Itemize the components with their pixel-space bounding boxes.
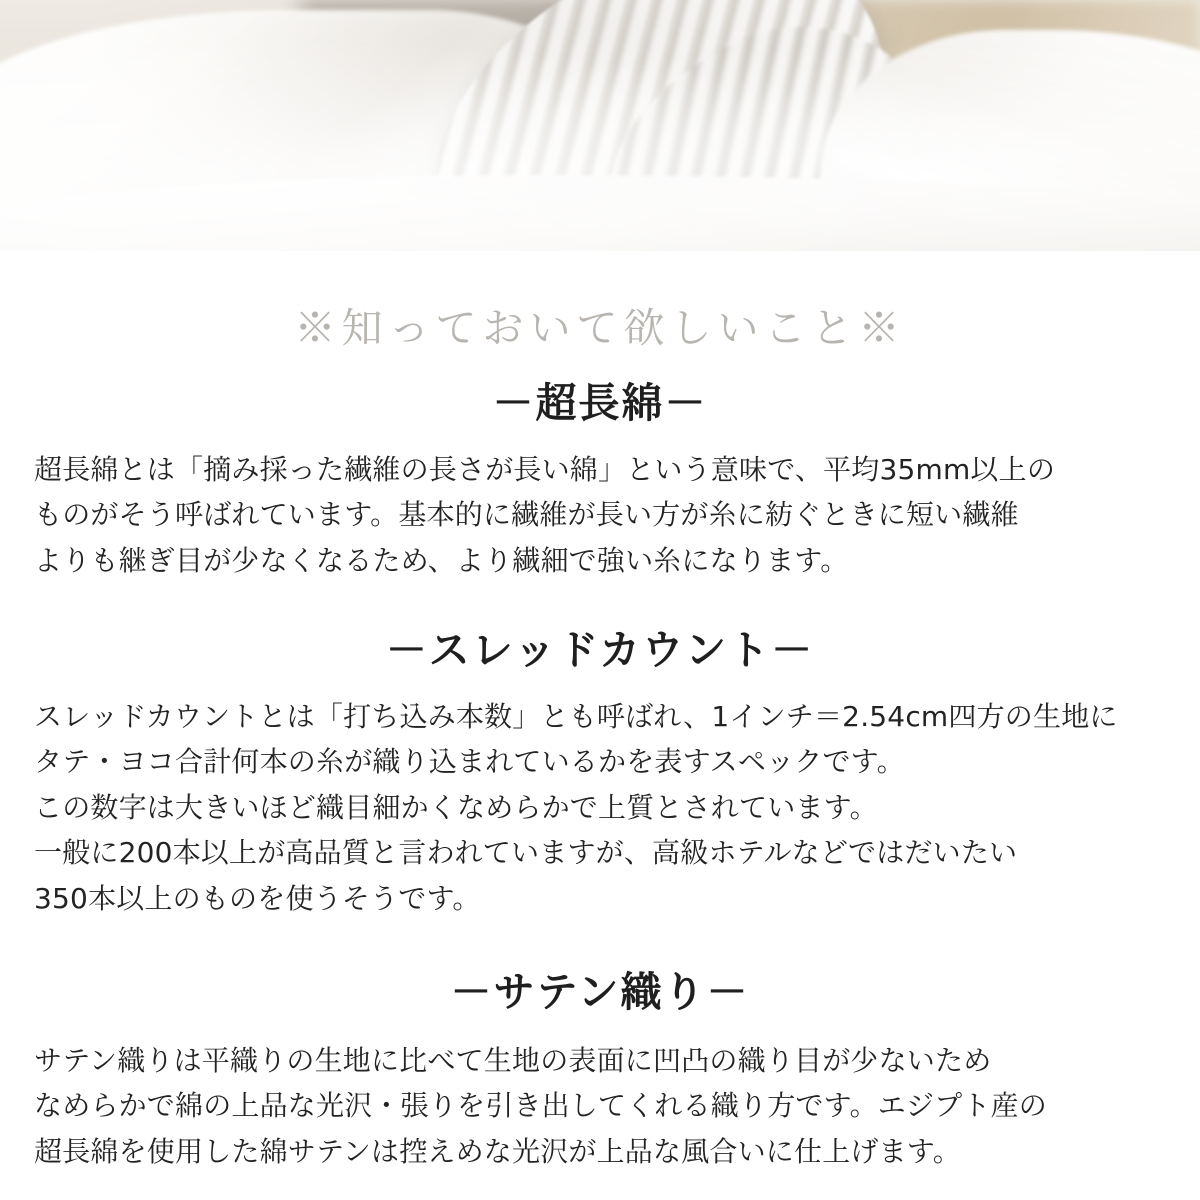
- body-line: この数字は大きいほど織目細かくなめらかで上質とされています。: [34, 790, 878, 824]
- body-line: タテ・ヨコ合計何本の糸が織り込まれているかを表すスペックです。: [34, 745, 905, 779]
- body-line: 超長綿を使用した綿サテンは控えめな光沢が上品な風合いに仕上げます。: [34, 1134, 961, 1168]
- section-heading-satin-weave: －サテン織り－: [450, 967, 750, 1016]
- body-line: ものがそう呼ばれています。基本的に繊維が長い方が糸に紡ぐときに短い繊維: [34, 498, 1019, 532]
- body-line: 350本以上のものを使うそうです。: [34, 881, 481, 915]
- body-line: よりも継ぎ目が少なくなるため、より繊細で強い糸になります。: [34, 543, 849, 577]
- section-heading-chouchoumen: －超長綿－: [492, 379, 708, 428]
- body-line: サテン織りは平織りの生地に比べて生地の表面に凹凸の織り目が少ないため: [34, 1043, 992, 1077]
- section-chouchoumen: [34, 370, 1166, 583]
- section-thread-count: [34, 617, 1166, 921]
- body-line: なめらかで綿の上品な光沢・張りを引き出してくれる織り方です。エジプト産の: [34, 1089, 1047, 1123]
- page-kicker: ※知っておいて欲しいこと※: [294, 304, 906, 353]
- content-area: [0, 251, 1200, 1200]
- body-line: 一般に200本以上が高品質と言われていますが、高級ホテルなどではだいたい: [34, 836, 1018, 870]
- section-body-thread-count: [34, 694, 1166, 921]
- section-body-satin-weave: [34, 1038, 1166, 1174]
- hero-light-sheen: [0, 0, 1200, 251]
- hero-image: [0, 0, 1200, 251]
- section-body-chouchoumen: [34, 447, 1166, 583]
- body-line: 超長綿とは「摘み採った繊維の長さが長い綿」という意味で、平均35mm以上の: [34, 453, 1056, 487]
- body-line: スレッドカウントとは「打ち込み本数」とも呼ばれ、1インチ＝2.54cm四方の生地に: [34, 700, 1118, 734]
- section-satin-weave: [34, 959, 1166, 1174]
- section-heading-thread-count: －スレッドカウント－: [385, 626, 815, 675]
